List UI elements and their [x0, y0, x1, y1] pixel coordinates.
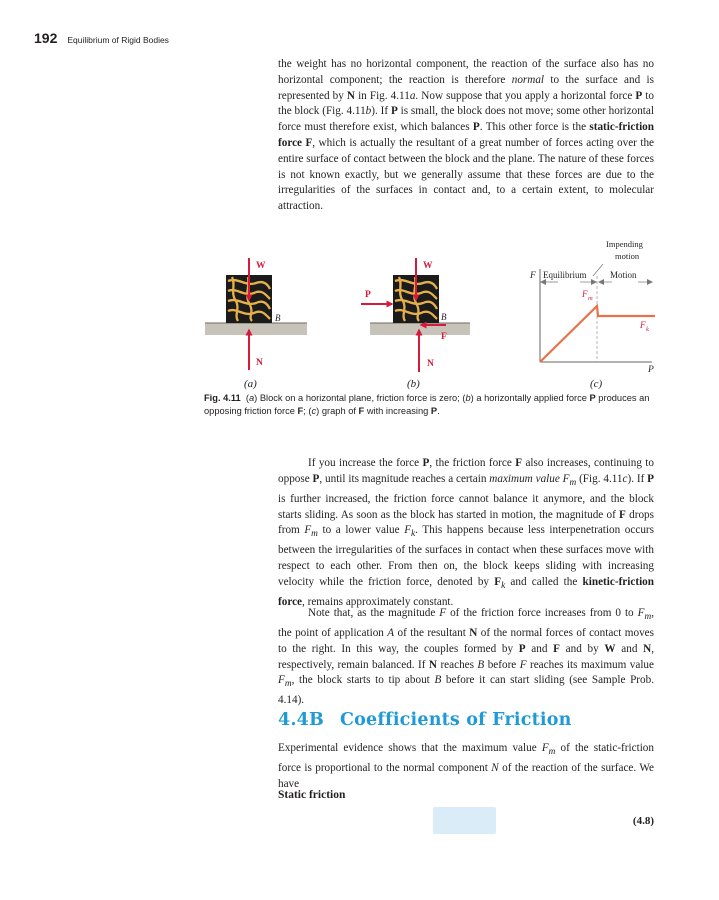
graph-label-motion: Motion — [610, 270, 637, 280]
figure-c-graph — [529, 239, 655, 375]
body-column-top — [278, 57, 654, 215]
label-F-b: F — [441, 332, 447, 342]
plane-a — [205, 323, 307, 335]
equation-label: Static friction — [278, 789, 346, 801]
label-W-a: W — [256, 261, 266, 271]
label-W-b: W — [423, 261, 433, 271]
running-header — [34, 30, 169, 46]
figure-4-11 — [0, 230, 719, 380]
graph-label-F: F — [530, 271, 536, 281]
graph-label-impending: Impending — [606, 239, 643, 249]
paragraph-3: Note that, as the magnitude F of the friction force increases from 0 to $F_m$, the point of application A of the resultant N of the normal forces of contact moves to the right. In this way, the couples formed by P and F and by W and N, respectively, remain balanced. If N reaches B before F reaches its maximum value $F_m$, the block starts to tip about B before it can start sliding (see Sample Prob. 4.14). — [278, 607, 655, 707]
body-column-lower — [278, 606, 654, 709]
paragraph-4: Experimental evidence shows that the maximum value $F_m$ of the static-friction force is proportional to the normal component N of the reaction of the surface. We have — [278, 742, 654, 790]
graph-label-Fm: F — [582, 289, 588, 299]
running-head-title: Equilibrium of Rigid Bodies — [67, 35, 169, 45]
label-B-b: B — [441, 312, 447, 322]
section-heading — [278, 710, 572, 730]
subcaption-a: (a) — [244, 378, 257, 390]
subcaption-b: (b) — [407, 378, 420, 390]
section-title: Coefficients of Friction — [340, 710, 572, 730]
graph-label-Fm-sub: m — [588, 295, 593, 302]
paragraph-2: If you increase the force P, the friction force F also increases, continuing to oppose P, until its magnitude reaches a certain maximum value $F_m$ (Fig. 4.11c). If P is further increased, the friction force cannot balance it anymore, and the block starts sliding. As soon as the block has started in motion, the magnitude of F drops from $F_m$ to a lower value $F_k$. This happens because less interpenetration occurs between the irregularities of the surfaces in contact when these surfaces move with respect to each other. From then on, the block keeps sliding with increasing velocity while the friction force, denoted by $F_k$ and called the kinetic-friction force, remains approximately constant. — [278, 457, 654, 609]
paragraph-1: the weight has no horizontal component, the reaction of the surface also has no horizontal component; the reaction is therefore normal to the surface and is represented by N in Fig. 4.11a. Now suppose that you apply a horizontal force P to the block (Fig. 4.11b). If P is small, the block does not move; some other horizontal force must therefore exist, which balances P. This other force is the static-friction force F, which is actually the resultant of a great number of forces acting over the entire surface of contact between the block and the plane. The nature of these forces is not known exactly, but we generally assume that these forces are due to the irregularities of the surfaces in contact and, to a certain extent, to molecular attraction. — [278, 58, 655, 213]
label-N-b: N — [427, 359, 434, 369]
label-N-a: N — [256, 358, 263, 368]
graph-label-equilibrium: Equilibrium — [543, 270, 587, 280]
graph-label-Fk: F — [640, 320, 646, 330]
label-B-a: B — [275, 313, 281, 323]
graph-label-P: P — [648, 365, 654, 375]
figure-b — [361, 258, 470, 372]
subcaption-c: (c) — [590, 378, 603, 390]
figure-a — [205, 258, 307, 370]
equation-box — [433, 807, 496, 834]
graph-label-motion-2: motion — [615, 251, 640, 261]
body-column-middle — [278, 456, 654, 611]
figure-caption: Fig. 4.11 (a) Block on a horizontal plane, friction force is zero; (b) a horizontally applied force P produces an opposing friction force F; (c) graph of F with increasing P. — [204, 393, 650, 416]
graph-label-Fk-sub: k — [646, 326, 649, 333]
equation-number: (4.8) — [632, 815, 654, 827]
body-column-bottom — [278, 741, 654, 793]
section-number: 4.4B — [278, 710, 325, 730]
label-P-b: P — [365, 290, 371, 300]
page-number: 192 — [34, 30, 58, 46]
friction-curve — [540, 306, 655, 362]
